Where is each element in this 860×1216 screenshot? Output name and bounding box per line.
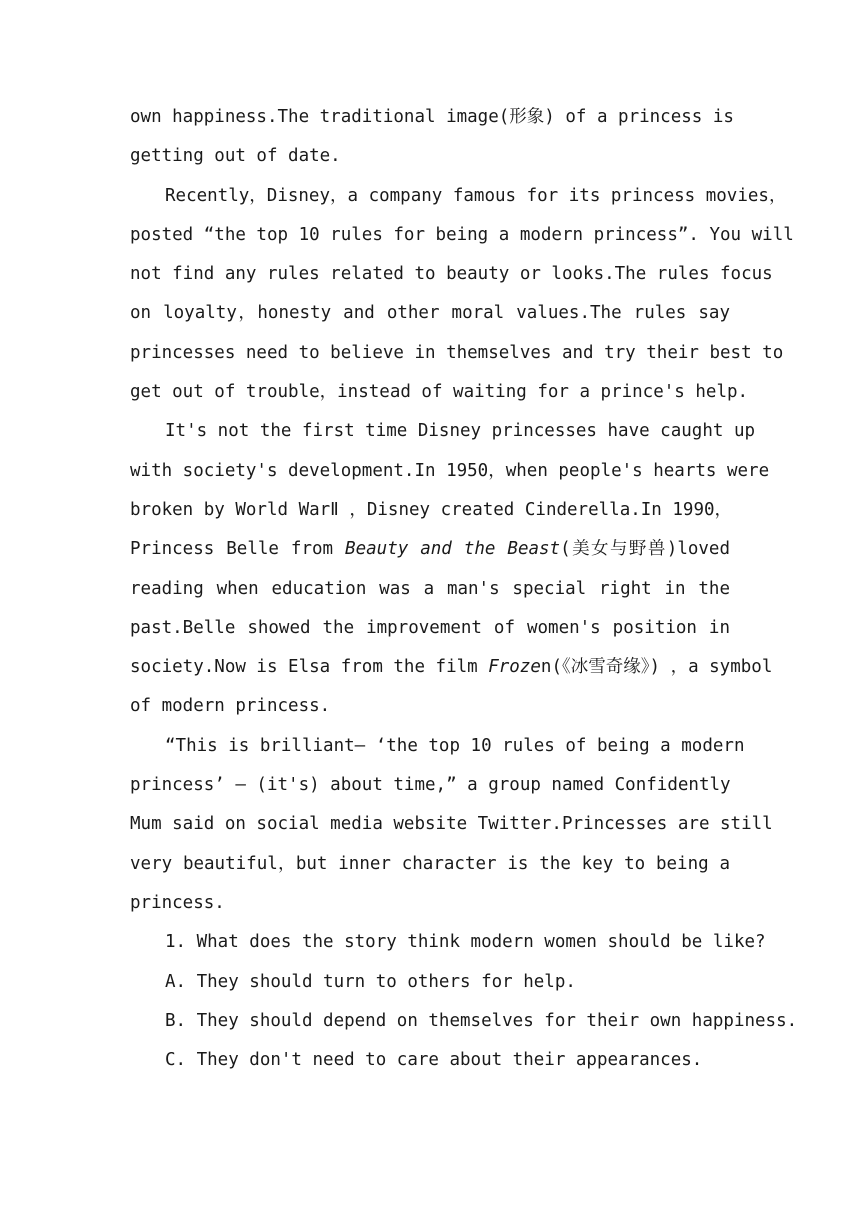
passage-line: princesses need to believe in themselves and try their best to xyxy=(130,342,784,363)
passage-line: get out of trouble，instead of waiting for a prince's help. xyxy=(130,382,749,403)
passage-line: It's not the first time Disney princesses have caught up xyxy=(165,421,756,442)
passage-line: reading when education was a man's special right in the xyxy=(130,578,730,599)
film-title-beauty-and-the-beast: Beauty and the Beast xyxy=(345,539,561,560)
passage-line: Recently，Disney，a company famous for its princess movies， xyxy=(165,185,787,206)
passage-line: past.Belle showed the improvement of women's position in xyxy=(130,617,730,638)
passage-line: not find any rules related to beauty or looks.The rules focus xyxy=(130,264,773,285)
line-text: n(《冰雪奇缘》) ，a symbol xyxy=(540,657,773,678)
passage-line: Mum said on social media website Twitter.Princesses are still xyxy=(130,814,773,835)
passage-line: princess. xyxy=(130,892,225,913)
passage-line: “This is brilliant— ‘the top 10 rules of being a modern xyxy=(165,735,745,756)
passage-line: with society's development.In 1950，when people's hearts were xyxy=(130,460,770,481)
reading-passage-page xyxy=(130,98,798,1080)
passage-line: own happiness.The traditional image(形象) of a princess is xyxy=(130,107,734,127)
option-b[interactable]: B. They should depend on themselves for their own happiness. xyxy=(165,1010,798,1031)
passage-line: princess’ — (it's) about time,” a group named Confidently xyxy=(130,775,731,796)
paragraph-intro-end xyxy=(130,98,734,177)
option-a[interactable]: A. They should turn to others for help. xyxy=(165,971,576,992)
line-text: Princess Belle from xyxy=(130,539,346,560)
passage-line: posted “the top 10 rules for being a modern princess”. You will xyxy=(130,224,794,245)
question-stem: 1. What does the story think modern women should be like? xyxy=(165,932,766,953)
option-c[interactable]: C. They don't need to care about their appearances. xyxy=(165,1050,703,1071)
passage-line: very beautiful，but inner character is the key to being a xyxy=(130,853,730,874)
passage-line: of modern princess. xyxy=(130,696,331,717)
line-text: society.Now is Elsa from the film xyxy=(130,657,489,678)
passage-line: on loyalty，honesty and other moral values.The rules say xyxy=(130,303,730,324)
paragraph-history xyxy=(130,412,773,726)
paragraph-reaction xyxy=(130,727,773,923)
passage-line-belle xyxy=(130,530,730,569)
passage-line: broken by World WarⅡ ，Disney created Cinderella.In 1990， xyxy=(130,499,733,520)
question-block xyxy=(130,923,798,1080)
film-title-frozen: Froze xyxy=(488,657,541,678)
paragraph-disney-rules xyxy=(130,177,794,413)
passage-line-elsa xyxy=(130,648,773,687)
line-text: (美女与野兽)loved xyxy=(560,539,730,560)
passage-line: getting out of date. xyxy=(130,146,341,167)
